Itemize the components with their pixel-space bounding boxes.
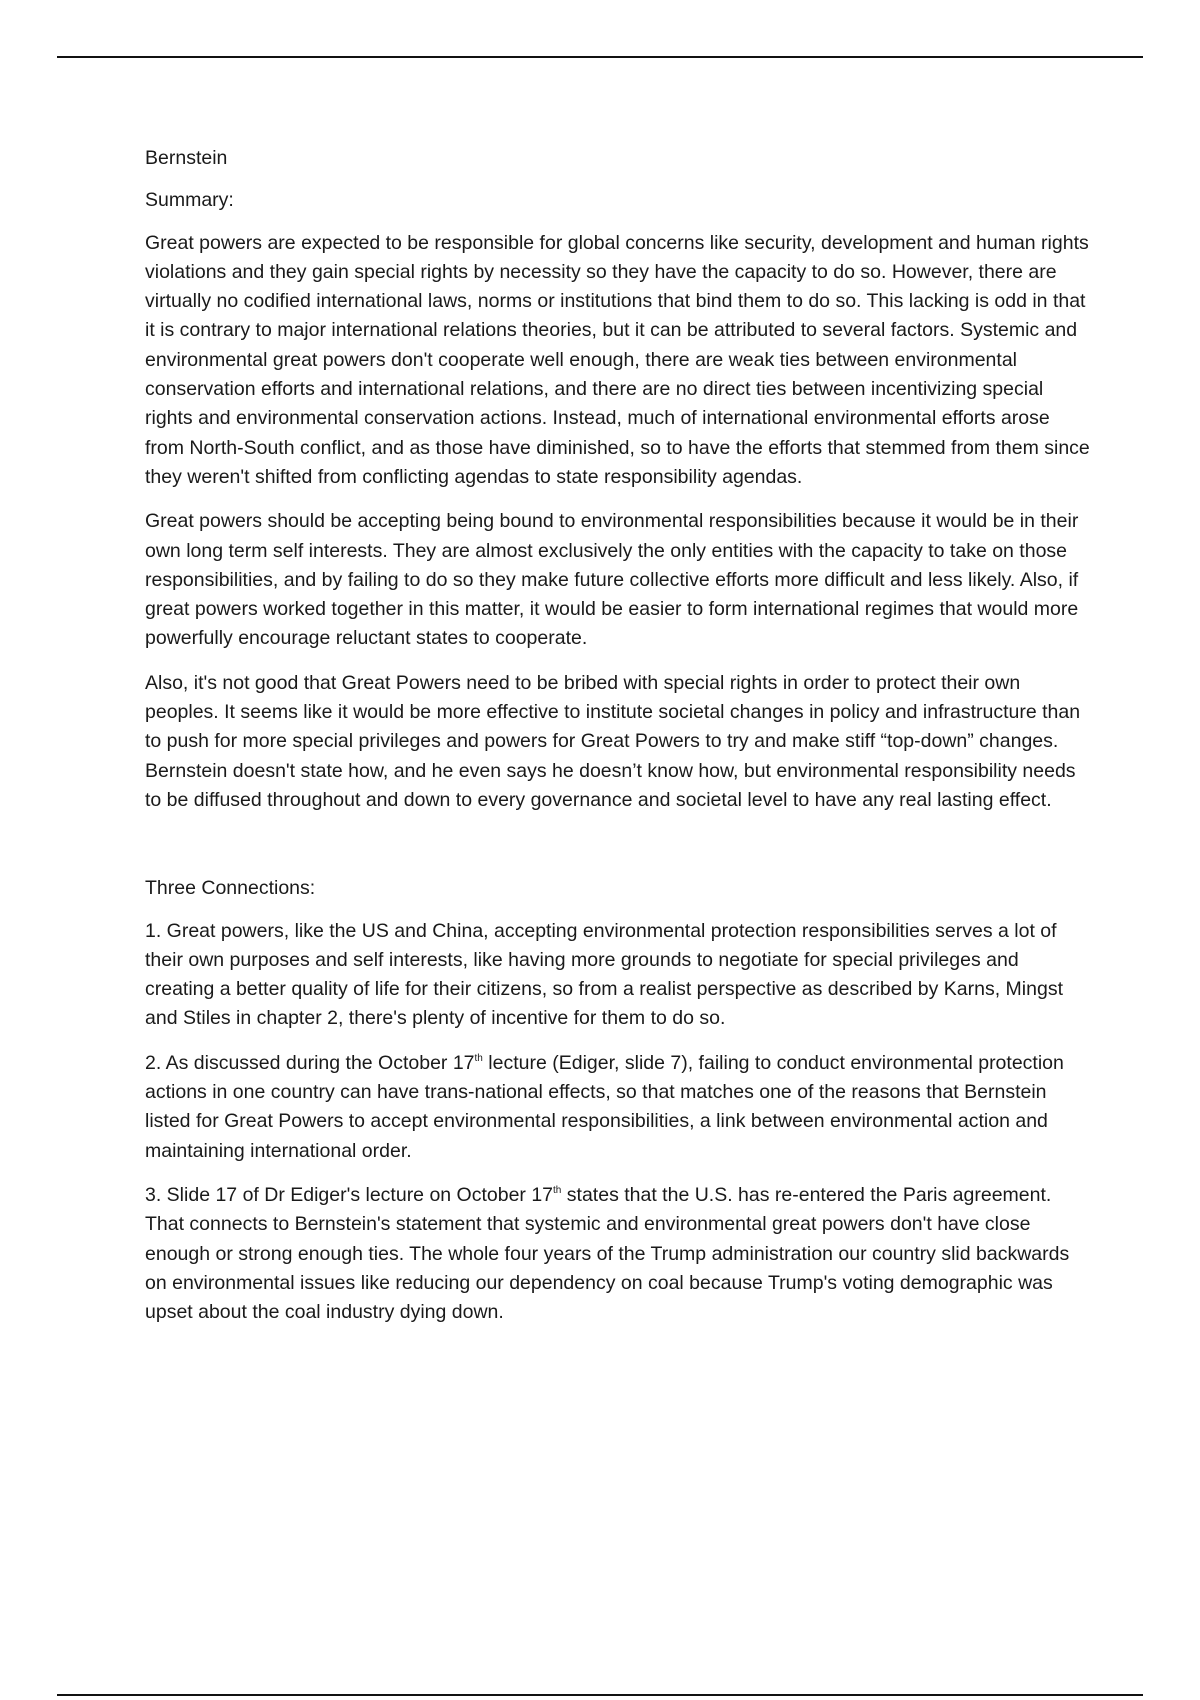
connection-3-text-end: states that the U.S. has re-entered the Paris agreement. That connects to Bernstein's statement that systemic and environmental great powers don't have close enough or strong enough ties. The whole four years of the Trump administration our country slid backwards on environmental issues like reducing our dependency on coal because Trump's voting demographic was upset about the coal industry dying down. <box>145 1183 1070 1324</box>
summary-paragraph-3: Also, it's not good that Great Powers need to be bribed with special rights in order to protect their own peoples. It seems like it would be more effective to institute societal changes in policy and infrastructure than to push for more special privileges and powers for Great Powers to try and make stiff “top-down” changes. Bernstein doesn't state how, and he even says he doesn’t know how, but environmental responsibility needs to be diffused throughout and down to every governance and societal level to have any real lasting effect. <box>145 671 1081 811</box>
bottom-rule <box>57 1694 1143 1696</box>
connection-2-text-end: lecture (Ediger, slide 7), failing to conduct environmental protection actions in one country can have trans-national effects, so that matches one of the reasons that Bernstein listed for Great Powers to accept environmental responsibilities, a link between environmental action and maintaining international order. <box>145 1051 1064 1162</box>
connection-item-1: 1. Great powers, like the US and China, accepting environmental protection responsibilities serves a lot of their own purposes and self interests, like having more grounds to negotiate for special privileges and creating a better quality of life for their citizens, so from a realist perspective as described by Karns, Mingst and Stiles in chapter 2, there's plenty of incentive for them to do so. <box>145 919 1063 1030</box>
summary-paragraph-2: Great powers should be accepting being bound to environmental responsibilities because it would be in their own long term self interests. They are almost exclusively the only entities with the capacity to take on those responsibilities, and by failing to do so they make future collective efforts more difficult and less likely. Also, if great powers worked together in this matter, it would be easier to form international regimes that would more powerfully encourage reluctant states to cooperate. <box>145 510 1079 650</box>
connection-2-text-start: 2. As discussed during the October 17 <box>145 1051 475 1074</box>
ordinal-suffix: th <box>553 1184 562 1196</box>
summary-heading: Summary: <box>145 189 234 212</box>
top-rule <box>57 56 1143 58</box>
document-body <box>145 144 1090 1342</box>
summary-paragraph-1: Great powers are expected to be responsible for global concerns like security, development and human rights violations and they gain special rights by necessity so they have the capacity to do so. However, there are virtually no codified international laws, norms or institutions that bind them to do so. This lacking is odd in that it is contrary to major international relations theories, but it can be attributed to several factors. Systemic and environmental great powers don't cooperate well enough, there are weak ties between environmental conservation efforts and international relations, and there are no direct ties between incentivizing special rights and environmental conservation actions. Instead, much of international environmental efforts arose from North-South conflict, and as those have diminished, so to have the efforts that stemmed from them since they weren't shifted from conflicting agendas to state responsibility agendas. <box>145 231 1090 488</box>
connection-item-2 <box>145 1049 1090 1166</box>
connections-heading: Three Connections: <box>145 877 316 900</box>
author-heading: Bernstein <box>145 147 228 169</box>
connection-3-text-start: 3. Slide 17 of Dr Ediger's lecture on October 17 <box>145 1183 554 1206</box>
section-spacer <box>145 830 1090 874</box>
ordinal-suffix: th <box>474 1052 483 1064</box>
connection-item-3 <box>145 1181 1090 1327</box>
